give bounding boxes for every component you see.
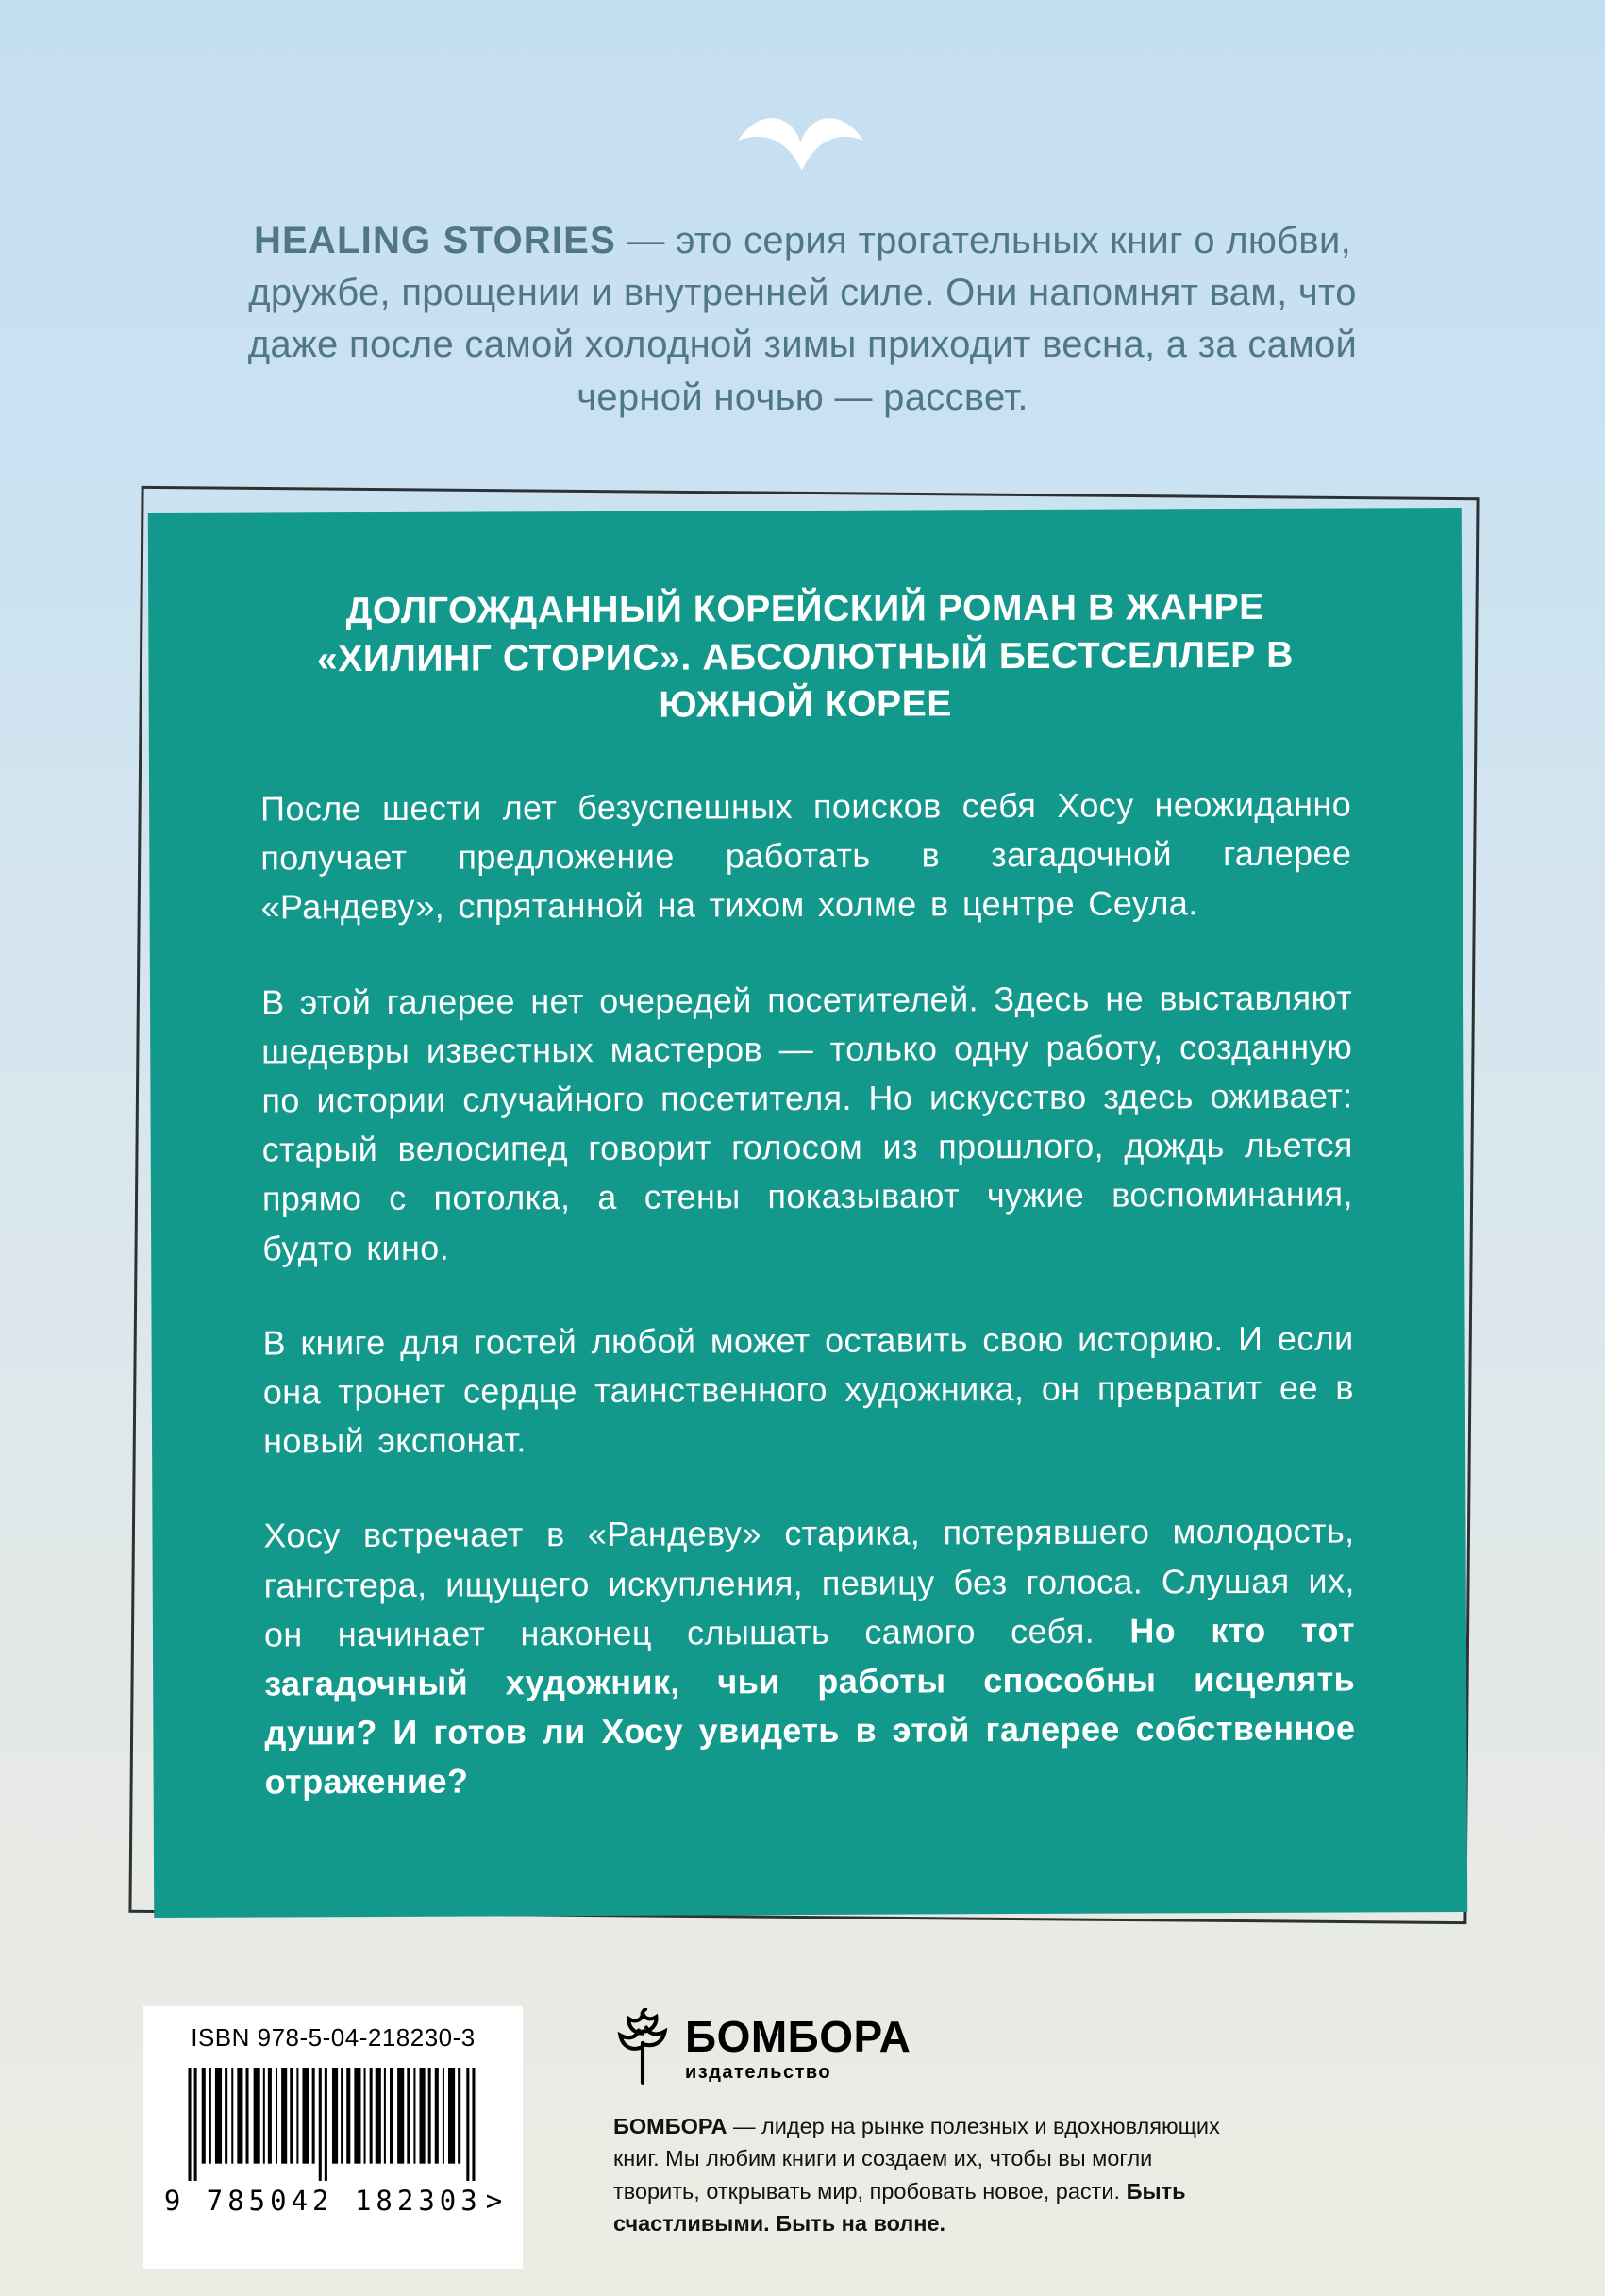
publisher-logo (613, 2008, 1246, 2086)
publisher-description-lead: БОМБОРА (613, 2114, 727, 2138)
annotation-paragraph-2: В этой галерее нет очередей посетителей. Здесь не выставляют шедевры известных мастеров — только одну работу, созданную по истории случайного посетителя. Но искусство здесь оживает: старый велосипед говорит голосом из прошлого, дождь льется прямо с потолка, а стены показывают чужие воспоминания, будто кино. (260, 978, 1354, 1268)
barcode-number: 9 785042 182303 (163, 2185, 482, 2217)
annotation-paragraph-3: В книге для гостей любой может оставить свою историю. И если она тронет сердце таинственного художника, он превратит ее в новый экспонат. (262, 1318, 1354, 1461)
bird-logo-icon (731, 106, 875, 187)
publisher-description-body: — лидер на рынке полезных и вдохновляющих книг. Мы любим книги и создаем их, чтобы вы могли творить, открывать мир, пробовать новое, расти. (613, 2114, 1220, 2204)
barcode-digits (164, 2185, 502, 2217)
annotation-paragraph-1: После шести лет безуспешных поисков себя Хосу неожиданно получает предложение работать в загадочной галерее «Рандеву», спрятанной на тихом холме в центре Сеула. (260, 784, 1352, 927)
publisher-description (613, 2110, 1225, 2239)
barcode-suffix: > (485, 2185, 503, 2217)
series-brand: HEALING STORIES (253, 220, 616, 261)
publisher-block (613, 2008, 1246, 2239)
publisher-subtitle: издательство (685, 2062, 832, 2084)
bombora-tree-icon (613, 2008, 672, 2086)
annotation-paragraph-4-normal: Хосу встречает в «Рандеву» старика, потерявшего молодость, гангстера, ищущего искупления, певицу без голоса. Слушая их, он начинает наконец слышать самого себя. (263, 1511, 1355, 1654)
publisher-name: БОМБОРА (685, 2012, 911, 2061)
annotation-panel (148, 508, 1467, 1918)
series-intro-body: — это серия трогательных книг о любви, дружбе, прощении и внутренней силе. Они напомнят вам, что даже после самой холодной зимы приходит весна, а за самой черной ночью — рассвет. (247, 220, 1358, 418)
isbn-text: ISBN 978-5-04-218230-3 (191, 2023, 476, 2052)
publisher-names (685, 2008, 911, 2084)
publisher-description-slogan: Быть счастливыми. Быть на волне. (613, 2178, 1186, 2236)
series-intro-text (199, 215, 1407, 424)
isbn-barcode-box (143, 2006, 523, 2269)
barcode-icon (175, 2068, 492, 2183)
annotation-heading: ДОЛГОЖДАННЫЙ КОРЕЙСКИЙ РОМАН В ЖАНРЕ «ХИЛИНГ СТОРИС». АБСОЛЮТНЫЙ БЕСТСЕЛЛЕР В ЮЖНОЙ КОРЕЕ (316, 586, 1295, 727)
annotation-paragraph-4 (263, 1507, 1355, 1807)
annotation-paragraph-4-bold: Но кто тот загадочный художник, чьи работы способны исцелять души? И готов ли Хосу увидеть в этой галерее собственное отражение? (264, 1610, 1356, 1802)
